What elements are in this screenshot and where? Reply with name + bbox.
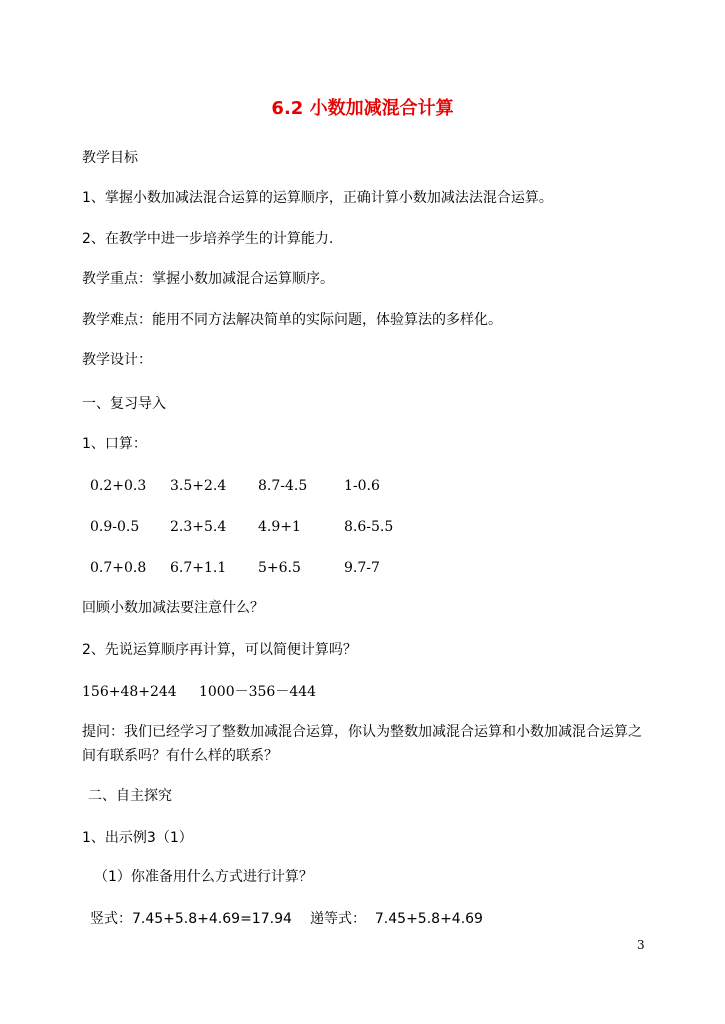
section-review-heading: 一、复习导入 — [82, 396, 166, 412]
oral-calc-item: 1-0.6 — [344, 478, 380, 494]
oral-calc-item: 5+6.5 — [258, 560, 301, 576]
oral-calc-row — [90, 476, 510, 496]
review-question: 回顾小数加减法要注意什么？ — [82, 600, 264, 616]
prompt-paragraph: 提问：我们已经学习了整数加减混合运算，你认为整数加减混合运算和小数加减混合运算之间有联系吗？有什么样的联系？ — [82, 724, 642, 764]
oral-calc-item: 6.7+1.1 — [170, 560, 227, 576]
item-2-question: 2、先说运算顺序再计算，可以简便计算吗？ — [82, 642, 357, 658]
oral-calc-item: 0.7+0.8 — [90, 560, 147, 576]
oral-calc-row — [90, 558, 510, 578]
page-number: 3 — [637, 938, 645, 952]
objective-1: 1、掌握小数加减法混合运算的运算顺序，正确计算小数加减法法混合运算。 — [82, 190, 553, 206]
oral-calc-item: 0.2+0.3 — [90, 478, 147, 494]
oral-calc-row — [90, 517, 510, 537]
oral-calc-item: 3.5+2.4 — [170, 478, 227, 494]
objective-2: 2、在教学中进一步培养学生的计算能力. — [82, 231, 334, 247]
oral-calc-heading: 1、口算： — [82, 436, 147, 452]
oral-calc-item: 9.7-7 — [344, 560, 380, 576]
example-question: （1）你准备用什么方式进行计算？ — [94, 869, 313, 885]
oral-calc-item: 4.9+1 — [258, 519, 301, 535]
stepwise-calculation: 递等式： 7.45+5.8+4.69 — [310, 911, 483, 927]
vertical-calculation: 竖式：7.45+5.8+4.69=17.94 — [90, 911, 292, 927]
oral-calc-item: 0.9-0.5 — [90, 519, 140, 535]
key-point: 教学重点：掌握小数加减混合运算顺序。 — [82, 271, 334, 287]
oral-calc-item: 8.6-5.5 — [344, 519, 394, 535]
oral-calc-item: 2.3+5.4 — [170, 519, 227, 535]
oral-calc-item: 8.7-4.5 — [258, 478, 308, 494]
section-explore-heading: 二、自主探究 — [88, 788, 172, 804]
design-heading: 教学设计： — [82, 352, 152, 368]
objectives-heading: 教学目标 — [82, 150, 138, 166]
expression-line: 156+48+244 1000－356－444 — [82, 684, 317, 700]
difficulty-point: 教学难点：能用不同方法解决简单的实际问题，体验算法的多样化。 — [82, 312, 502, 328]
document-title: 6.2 小数加减混合计算 — [271, 98, 454, 119]
example-heading: 1、出示例3（1） — [82, 830, 193, 846]
